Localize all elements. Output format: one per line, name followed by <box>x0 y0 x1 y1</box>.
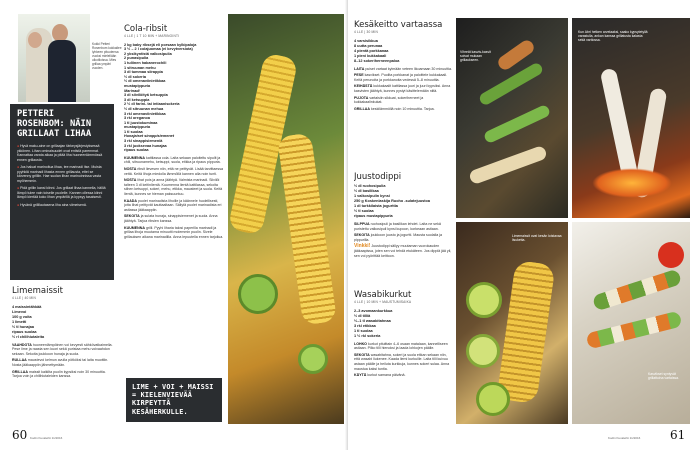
recipe-title: Juustodippi <box>354 172 402 182</box>
method-step: KAADA puolet marinadista lihoille ja käännele huolellisesti, jotta lihat peittyvät kauttaaltaan. Säilytä puolet marinadista eri astiassa jääkaappiin. <box>124 198 222 212</box>
ingredient: ½ tl hunajaa <box>12 324 34 329</box>
callout-box <box>126 378 222 422</box>
method-step: LAITA puiset vartaat kylmään veteen likoamaan 30 minuuttia. <box>354 66 452 71</box>
ingredient: ½ dl ruohosipulia <box>354 184 386 188</box>
tips-banner-title: PETTERI ROSENBOM: NÄIN GRILLAAT LIHAA <box>17 109 92 139</box>
ingredient: 250 g Koskenlaskija Ruoho -sulatejuustoa <box>354 199 430 203</box>
ingredient: 3 rkl omenaviinietikkaa <box>124 111 166 116</box>
vinkki-text: Juustodippi sällyy muutaman vuorokauden jääkaapissa, joten sen voi tehdä etukäteen. Jos dippiä jää yli, sen voi pyörittää keittoon. <box>354 244 452 258</box>
ingredient: 3 rkl oreganoa <box>124 116 150 121</box>
grilled-vegetables-photo <box>456 18 568 218</box>
juustodippi-recipe <box>354 172 452 288</box>
ingredient: ½–1 tl wasabitahnaa <box>354 318 391 323</box>
ingredient: 3 dl siivilöityä ketsuppia <box>124 93 168 98</box>
tip-text: Pidä grillin kansi kiinni. Jos grillaat lihaa kannella, hälliä lämpö tulee vain toiselle puolelle. Kannen ollessa kiinni lämpö kiertää koko lihan ympärillä ja kypsyy tasaisesti. <box>17 186 106 200</box>
tip-text: Hyvänä grillilautasena liha aina viimeisenä. <box>20 202 87 207</box>
ingredient-list <box>124 43 224 153</box>
chef-portrait-photo <box>18 14 90 102</box>
ingredient: 8 uutta perunaa <box>354 43 383 48</box>
ingredient: Limevoi <box>12 309 27 314</box>
recipe-meta: 4 LLE | 30 MIN <box>354 30 379 34</box>
ingredient: 2 ½ dl farini- tai intiaanisokeria <box>124 102 180 107</box>
photo-caption: Vihreät kasvis-kasvit soivat mukaan grillaukseen. <box>460 50 491 63</box>
magazine-footer-right: Kodin Kuvalehti 11/2016 <box>608 436 641 440</box>
method-step: RULLAA maustevoi kelmun avulla pötköksi tai laita muottiin. Nosta jääkaappiin jähmettymään. <box>12 358 109 367</box>
method-step: VAAHDOTA huoneenlämpöinen voi kevyesti sähkövatkaimella. Pese lime ja raasta sen kuori sekä puristaa mehu voivaahdon sekaan. Sekoita joukkoon hunaja ja suola. <box>12 342 113 356</box>
photo-caption: Kun Abri hetken arvelaaksi, saako kypsytetyllä varastulla, ankan kanssa grillatusta kalasta sekä vartiossa. <box>578 30 648 43</box>
grilled-corn-photo <box>228 14 344 424</box>
method-step: PESE kasvikset. Puolita porkkanat ja paloittele kukkakaali. Keitä perunoita ja porkkanoita vedessä 5–8 minuuttia. <box>354 73 448 82</box>
chef-caption <box>92 42 122 70</box>
callout-text: LIME + VOI + MAISSI = KIELENVIEVÄÄ KIRPEYTTÄ KESÄHERKULLE. <box>132 383 214 416</box>
limes-corn-photo <box>456 222 568 424</box>
recipe-meta: 4 LLE | 40 MIN <box>12 296 37 300</box>
ingredient: 1 dl turkkilaista jogurttia <box>354 204 398 208</box>
ingredient: mustapippuria <box>124 125 151 130</box>
tip-item: ● Hyvänä grillilautasena liha aina viimeisenä. <box>17 202 87 207</box>
ingredient: 100 g voita <box>12 314 32 319</box>
method-step: GRILLAA keskilämmöllä noin 10 minuuttia. Tarjoa. <box>354 106 435 111</box>
vegetable-skewers-photo <box>572 222 690 424</box>
recipe-meta: 4 LLE | 10 MIN + MAUSTUMISAIKA <box>354 300 412 304</box>
ingredient: 1 tl juustokuminaa <box>124 120 158 125</box>
method-step: SEKOITA wasabitahna, sokeri ja suola etikan sekaan niin, että wasabi liukenee. Kaada liemi kurkuille. Laita tilli kuivuu astaan päälle ja heiluta kurkkuja, kunnes sokeri sulaa. Anna maustua kaksi tuntia. <box>354 352 450 371</box>
ingredient: 3 rkl sinappisiemeniä <box>124 139 163 144</box>
ingredient: 1 ½ rkl sokeria <box>354 333 381 338</box>
ingredient: 2–3 avomaankurkkua <box>354 308 393 313</box>
ingredient-subheading: Marinadi <box>124 88 140 93</box>
ingredient: ½ dl tilliä <box>354 313 371 318</box>
photo-caption: Kasvikset syntyvät grillattuina vartaissa. <box>648 372 679 381</box>
limemaissit-recipe <box>12 286 116 426</box>
vinkki-label: Vinkki! <box>354 243 371 250</box>
tips-box <box>10 104 114 280</box>
method-step: KUUMENNA kattilassa cola. Laita sekaan paloiteltu sipulit ja chili, sitruunamehu, ketsuppi, suola, etikka ja ripaus pippuria. <box>124 155 221 165</box>
ingredient: ½ dl omenaviinietikkaa <box>124 79 166 84</box>
ingredient: 3 dl ketsuppia <box>124 97 150 102</box>
grilled-fish-photo <box>572 18 690 218</box>
recipe-title: Kesäkeitto vartaassa <box>354 20 443 30</box>
recipe-title: Limemaissit <box>12 286 64 296</box>
ingredient-list <box>354 309 452 339</box>
ingredient-list <box>354 39 452 64</box>
kesakeitto-recipe <box>354 20 452 170</box>
ingredient: ripaus mustapippuria <box>354 214 393 218</box>
ingredient: 1 sitruunan mehu <box>124 65 156 70</box>
ingredient: ½ rl chilihiutaleita <box>12 334 45 339</box>
recipe-title: Wasabikurkut <box>354 290 412 300</box>
cola-ribsit-recipe <box>124 24 224 374</box>
ingredient: 1 limetti <box>12 319 27 324</box>
ingredient: ½ dl sokeria <box>124 74 146 79</box>
magazine-footer-left: Kodin Kuvalehti 11/2016 <box>30 436 63 440</box>
ingredient: ripaus suolaa <box>12 329 37 334</box>
tip-item: ● Hyvä maku-aine on grillaajan tärkeysjärjestyksessä ykkönen. Lihan ominaisuudet ovat entistä paremmat. Kannattaa varata aikaa ja pitää liha huoneenlämmössä ennen grillausta. <box>17 144 103 162</box>
ingredient: ripaus suolaa <box>124 148 149 153</box>
ingredient: 2 punasipulia <box>124 56 149 61</box>
page-number-left: 60 <box>12 428 28 442</box>
tip-item: ● Jos haluat marinoitua lihaa, tee marinadi itse. Muista pyyhkiä marinadi lihasta ennen grillausta, ettei se kärvenny grilliin. Hae suolan lihan marinoinnissa vasta myöhemmin. <box>17 165 102 183</box>
ingredient-list <box>354 184 452 219</box>
ingredient: mustapippuria <box>124 83 151 88</box>
recipe-meta: 4 LLE | 1 T 10 MIN + MARINOINTI <box>124 34 180 38</box>
method-step: KUUMENNA grilli. Pyyhi liharia talosi paperilla marinadi ja grillaa lihoja muutama minuutti molemmin puolin. Sivele grillauksen aikana marinadilla. Anna lepuutella ennen tarjoilua. <box>124 225 224 239</box>
method-step: PUJOTA vartaisiin sikkuat, sokeriherneet ja kukkakaalinkukat. <box>354 95 424 105</box>
ingredient: ½ dl basilikaa <box>354 189 379 193</box>
photo-caption: Limemaissit ovat kesän loistavaa lisuketta. <box>512 234 562 243</box>
chef-caption-text: Kokki Petteri Rosenbom kokkailee lyhkeen pituutensa vuoksi mielellään ulkotiloissa. Mies grillaa ympäri vuoden. <box>92 42 122 70</box>
ingredient: ½ dl sitruunan mehua <box>124 106 164 111</box>
ingredient: 3 rkl juoksevaa hunajaa <box>124 143 167 148</box>
method-step: KEIHÄSTÄ kukkakaalit kattilassa juuri ja juuri kypsiksi. Anna kasvisten jäähtyä, kunnes pystyt käsittelemään niitä. <box>354 84 451 93</box>
vinkki-tip <box>354 244 452 258</box>
page-number-right: 61 <box>670 428 686 442</box>
ingredient-list <box>12 305 116 340</box>
method-step: KÄYTÄ kurkut samana päivänä. <box>354 373 406 378</box>
ingredient: 3 rkl etikkaa <box>354 323 376 328</box>
ingredient-subheading: Hunajaiset sinappisiemenet <box>124 134 175 139</box>
ingredient: 4 varsisikkua <box>354 38 378 43</box>
recipe-title: Cola-ribsit <box>124 24 168 34</box>
ingredient: 8–12 sokeriherneenpaloa <box>354 58 400 63</box>
tip-text: Jos haluat marinoitua lihaa, tee marinadi itse. Muista pyyhkiä marinadi lihasta ennen grillausta, ettei se kärvenny grilliin. Hae suolan lihan marinoinnissa vasta myöhemmin. <box>17 165 102 183</box>
method-step: NOSTA ribsit lievesen niin, että ne peittyvät. Lisää tarvittaessa vettä. Keitä lihoja miedolla lämmöllä kannen alla noin tunti. <box>124 167 224 176</box>
ingredient: 1 tuliinen habanerochili <box>124 60 167 65</box>
method-step: GRILLAA maissit kaikilta puolin kypsiksi noin 30 minuuttia. Tarjoa voin ja chilihiutaleiden kanssa. <box>12 369 106 379</box>
right-page <box>348 0 696 450</box>
ingredient: 1 tl suolaa <box>124 129 143 134</box>
ingredient: 2 kg baby ribsejä eli porsaan kylkipaloja <box>124 42 197 47</box>
tip-item: ● Pidä grillin kansi kiinni. Jos grillaat lihaa kannella, hälliä lämpö tulee vain toiselle puolelle. Kannen ollessa kiinni lämpö kiertää koko lihan ympärillä ja kypsyy tasaisesti. <box>17 186 106 200</box>
wasabikurkut-recipe <box>354 290 452 424</box>
method-step: LOHKO kurkut pituittain 4–6 osaan matalaan, kannelliseen astiaan. Pilko tilli hienoksi ja laada lohkojen päälle. <box>354 341 448 351</box>
ingredient: 1 pieni kukkakaali <box>354 53 387 58</box>
ingredient: 1 valkosipulin kynsi <box>354 194 390 198</box>
method-step: SEKOITA ja sulata hunaja, sinappisiemenet ja suola. Anna jäähtyä. Tarjoa ribsien kanssa. <box>124 214 218 223</box>
method-step: SILPPUA ruohosipuli ja basilikan lehdet. Laita ne sekä puristettu valkosipuli kynsi kupoon, korkeaan astiaan. <box>354 222 441 231</box>
ingredient: 2 yksikyntistä valkosipulia <box>124 51 172 56</box>
ingredient: 3 ½ – 2 l colajuomaa (ei kevytversiota) <box>124 47 193 52</box>
method-step: NOSTA lihat pois ja anna jäähtyä. Valmista marinadi. Siivilöi talteen 3 dl keitinlientä. Kuumenna lientä kattilassa, sekoita siihen ketsuppi, sokeri, mehu, etikka, mausteet ja suola. Keitä lientä, kunnes se hieman paksuuntuu. <box>124 178 223 196</box>
ingredient: 4 pientä porkkanaa <box>354 48 389 53</box>
ingredient: 3 dl tummaa siirappia <box>124 70 163 75</box>
ingredient: 1 tl suolaa <box>354 328 373 333</box>
tip-text: Hyvä maku-aine on grillaajan tärkeysjärjestyksessä ykkönen. Lihan ominaisuudet ovat entistä paremmat. Kannattaa varata aikaa ja pitää liha huoneenlämmössä ennen grillausta. <box>17 144 103 162</box>
method-step: SEKOITA joukkoon juusto ja jogurtti. Mausta suolalla ja pippurilla. <box>354 233 443 242</box>
ingredient: ½ tl suolaa <box>354 209 374 213</box>
ingredient: 4 maissintähkää <box>12 304 42 309</box>
